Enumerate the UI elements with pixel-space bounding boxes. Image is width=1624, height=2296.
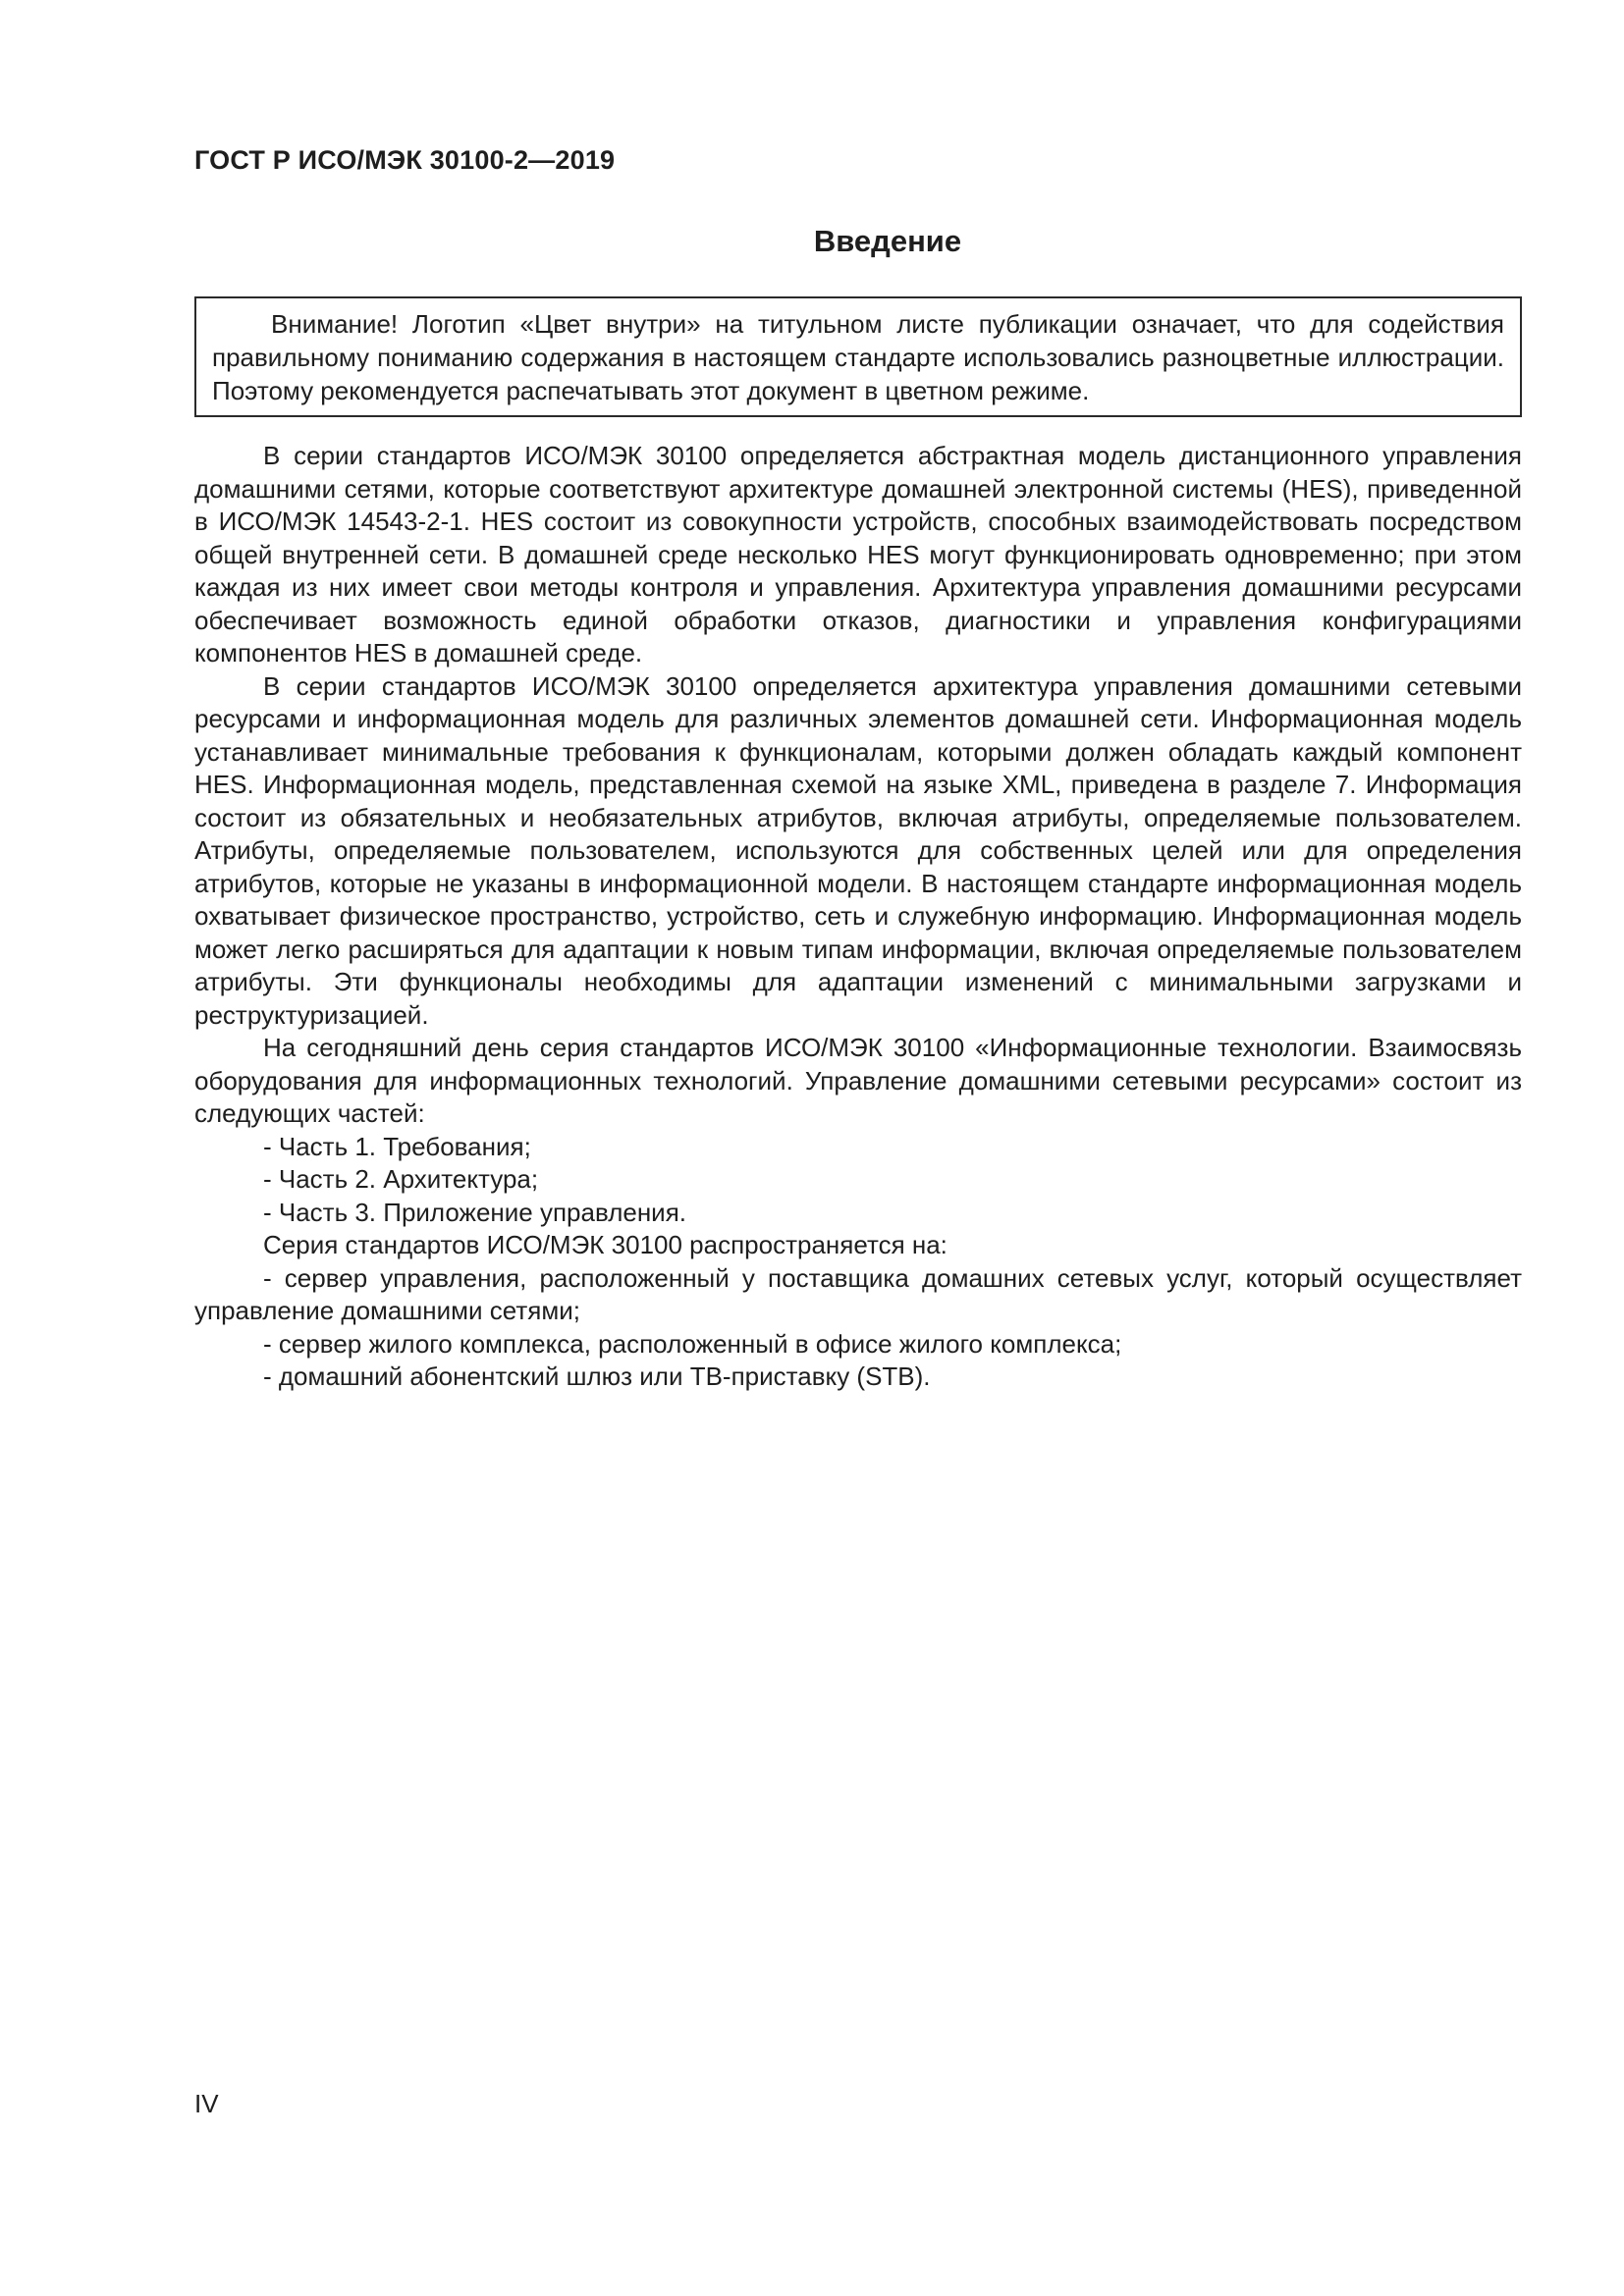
list-item: - сервер управления, расположенный у поставщика домашних сетевых услуг, который осуществляет управление домашними сетями; — [194, 1262, 1522, 1325]
list-item: - Часть 1. Требования; — [263, 1131, 531, 1161]
list-item: - домашний абонентский шлюз или ТВ-приставку (STB). — [263, 1362, 931, 1391]
list-item: - Часть 3. Приложение управления. — [263, 1197, 687, 1227]
list-item: - сервер жилого комплекса, расположенный в офисе жилого комплекса; — [263, 1328, 1122, 1359]
color-notice-box: Внимание! Логотип «Цвет внутри» на титульном листе публикации означает, что для содействия правильному пониманию содержания в настоящем стандарте использовались разноцветные иллюстрации. Поэтому рекомендуется распечатывать этот документ в цветном режиме. — [194, 296, 1522, 417]
page-number: IV — [194, 2089, 219, 2118]
paragraph: Серия стандартов ИСО/МЭК 30100 распространяется на: — [263, 1230, 947, 1259]
document-code-header: ГОСТ Р ИСО/МЭК 30100-2—2019 — [194, 145, 616, 175]
paragraph: В серии стандартов ИСО/МЭК 30100 определяется архитектура управления домашними сетевыми ресурсами и информационная модель для различных элементов домашней сети. Информационная модель устанавливает минимальные требования к функционалам, которыми должен обладать каждый компонент HES. Информационная модель, представленная схемой на языке XML, приведена в разделе 7. Информация состоит из обязательных и необязательных атрибутов, включая атрибуты, определяемые пользователем. Атрибуты, определяемые пользователем, используются для собственных целей или для определения атрибутов, которые не указаны в информационной модели. В настоящем стандарте информационная модель охватывает физическое пространство, устройство, сеть и служебную информацию. Информационная модель может легко расширяться для адаптации к новым типам информации, включая определяемые пользователем атрибуты. Эти функционалы необходимы для адаптации изменений с минимальными загрузками и реструктуризацией. — [194, 670, 1522, 1030]
section-title: Введение — [813, 224, 962, 258]
body-text — [194, 440, 1522, 1394]
list-item: - Часть 2. Архитектура; — [263, 1164, 539, 1194]
paragraph: На сегодняшний день серия стандартов ИСО/МЭК 30100 «Информационные технологии. Взаимосвязь оборудования для информационных технологий. Управление домашними сетевыми ресурсами» состоит из следующих частей: — [194, 1033, 1522, 1128]
paragraph: В серии стандартов ИСО/МЭК 30100 определяется абстрактная модель дистанционного управления домашними сетями, которые соответствуют архитектуре домашней электронной системы (HES), приведенной в ИСО/МЭК 14543-2-1. HES состоит из совокупности устройств, способных взаимодействовать посредством общей внутренней сети. В домашней среде несколько HES могут функционировать одновременно; при этом каждая из них имеет свои методы контроля и управления. Архитектура управления домашними ресурсами обеспечивает возможность единой обработки отказов, диагностики и управления конфигурациями компонентов HES в домашней среде. — [194, 441, 1522, 667]
